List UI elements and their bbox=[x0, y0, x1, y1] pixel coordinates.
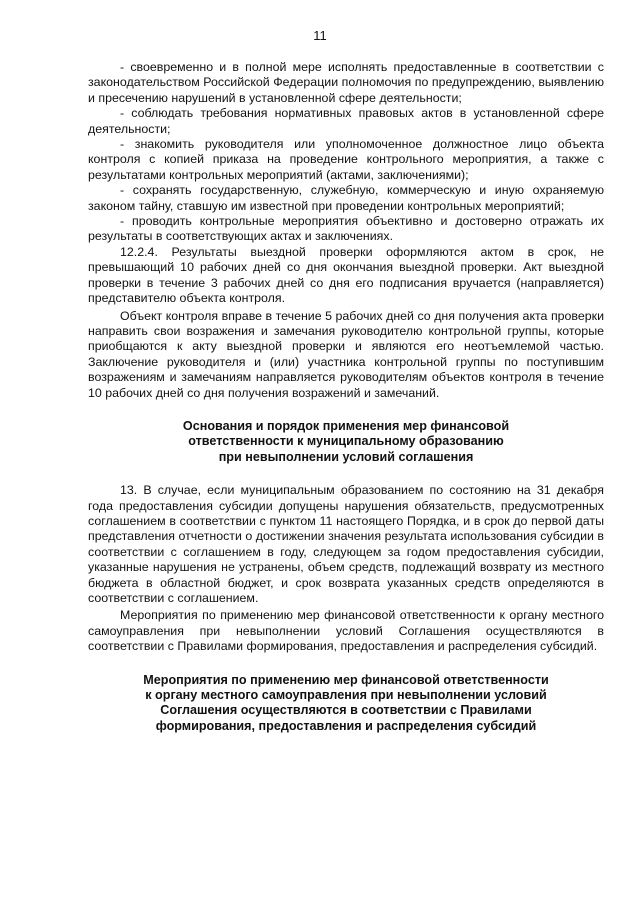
section-title-line: при невыполнении условий соглашения bbox=[218, 449, 474, 464]
bullet-item: - знакомить руководителя или уполномоченное должностное лицо объекта контроля с копией приказа на проведение контрольного мероприятия, а также с результатами контрольных мероприятий (актами, заключениями); bbox=[88, 137, 604, 182]
section-title-line: ответственности к муниципальному образованию bbox=[188, 434, 504, 449]
section-title-line: Основания и порядок применения мер финансовой bbox=[182, 418, 510, 433]
bullet-item: - проводить контрольные мероприятия объективно и достоверно отражать их результаты в соответствующих актах и заключениях. bbox=[88, 214, 604, 244]
paragraph-12-2-4: 12.2.4. Результаты выездной проверки оформляются актом в срок, не превышающий 10 рабочих дней со дня окончания выездной проверки. Акт выездной проверки в течение 3 рабочих дней со дня его подписания вручается (направляется) представителю объекта контроля. bbox=[88, 244, 604, 306]
section-title-line: Мероприятия по применению мер финансовой ответственности bbox=[143, 672, 549, 687]
paragraph-objections: Объект контроля вправе в течение 5 рабочих дней со дня получения акта проверки направить свои возражения и замечания руководителю контрольной группы, которые приобщаются к акту выездной проверки и являются его неотъемлемой частью. Заключение руководителя и (или) участника контрольной группы по поступившим возражениям и замечаниям направляется руководителям объектов контроля в течение 10 рабочих дней со дня получения возражений и замечаний. bbox=[88, 308, 604, 400]
bullet-item: - сохранять государственную, служебную, коммерческую и иную охраняемую законом тайну, ставшую им известной при проведении контрольных мероприятий; bbox=[88, 183, 604, 213]
section-title-line: к органу местного самоуправления при невыполнении условий bbox=[145, 688, 547, 703]
paragraph-measures: Мероприятия по применению мер финансовой ответственности к органу местного самоуправления при невыполнении условий Соглашения осуществляются в соответствии с Правилами формирования, предоставления и распределения субсидий. bbox=[88, 608, 604, 654]
section-title-line: Соглашения осуществляются в соответствии с Правилами bbox=[160, 703, 532, 718]
section-title-measures bbox=[88, 673, 604, 735]
section-title-line: формирования, предоставления и распределения субсидий bbox=[155, 718, 537, 733]
page-number: 11 bbox=[313, 28, 327, 43]
paragraph-13: 13. В случае, если муниципальным образованием по состоянию на 31 декабря года предоставления субсидии допущены нарушения обязательств, предусмотренных соглашением в соответствии с пунктом 11 настоящего Порядка, и в срок до первой даты представления отчетности о достижении значения результата использования субсидии в соответствии с соглашением в году, следующем за годом предоставления субсидии, указанные нарушения не устранены, объем средств, подлежащий возврату из местного бюджета в областной бюджет, и срок возврата указанных средств определяются в соответствии с соглашением. bbox=[88, 483, 604, 605]
section-title-financial-responsibility bbox=[88, 419, 604, 465]
bullet-item: - соблюдать требования нормативных правовых актов в установленной сфере деятельности; bbox=[88, 106, 604, 136]
bullet-item: - своевременно и в полной мере исполнять предоставленные в соответствии с законодательством Российской Федерации полномочия по предупреждению, выявлению и пресечению нарушений в установленной сфере деятельности; bbox=[88, 60, 604, 105]
document-body bbox=[88, 60, 604, 734]
